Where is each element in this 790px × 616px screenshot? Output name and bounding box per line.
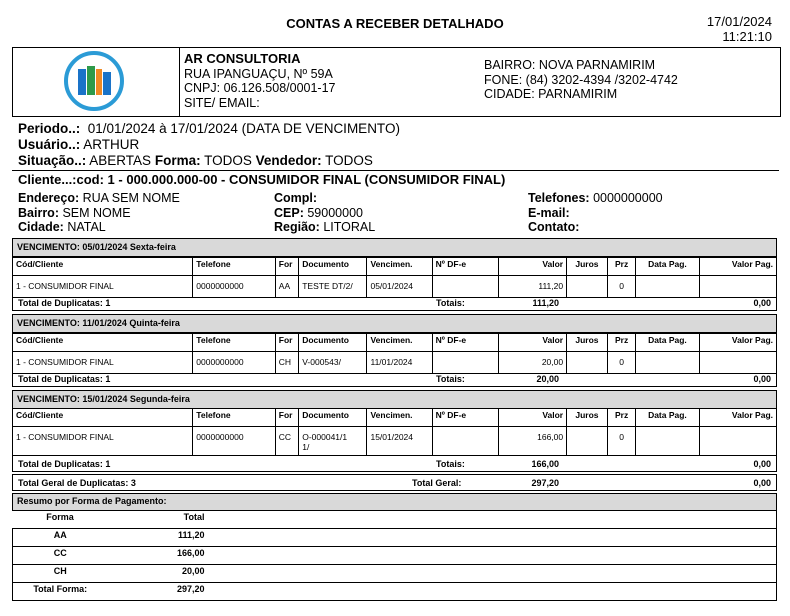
- resumo-row: [13, 547, 777, 565]
- resumo-total-row: [13, 583, 777, 601]
- company-site: SITE/ EMAIL:: [184, 95, 260, 110]
- totais-valor: 111,20: [532, 298, 559, 308]
- cell-prz: 0: [607, 352, 636, 374]
- cell-vencimento: 15/01/2024: [367, 427, 432, 456]
- col-data-pag: Data Pag.: [636, 258, 699, 276]
- col-cliente: Cód/Cliente: [13, 409, 193, 427]
- client-col-3: [528, 191, 663, 235]
- cidade-value: NATAL: [67, 220, 106, 234]
- report-date: 17/01/2024: [706, 14, 772, 29]
- resumo-col-total: Total: [108, 511, 208, 529]
- col-cliente: Cód/Cliente: [13, 334, 193, 352]
- resumo-filler: [208, 511, 777, 529]
- cell-prz: 0: [607, 276, 636, 298]
- resumo-row: [13, 565, 777, 583]
- company-cidade: CIDADE: PARNAMIRIM: [484, 87, 618, 101]
- cell-valor: 20,00: [498, 352, 566, 374]
- grand-total-text: Total Geral:: [412, 478, 462, 488]
- col-valor-pag: Valor Pag.: [699, 409, 776, 427]
- company-fone: FONE: (84) 3202-4394 /3202-4742: [484, 72, 678, 87]
- section-total-row: [12, 456, 777, 472]
- cell-cliente: 1 - CONSUMIDOR FINAL: [13, 427, 193, 456]
- section-total-row: [12, 295, 777, 311]
- forma-value: TODOS: [204, 153, 252, 168]
- resumo-filler: [208, 565, 777, 583]
- client-heading: Cliente...:cod: 1 - 000.000.000-00 - CONSUMIDOR FINAL (CONSUMIDOR FINAL): [18, 172, 506, 187]
- table-header-row: [13, 409, 777, 427]
- col-dfe: Nº DF-e: [432, 409, 498, 427]
- compl-label: Compl:: [274, 191, 318, 205]
- cell-documento: TESTE DT/2/: [299, 276, 367, 298]
- cell-vencimento: 11/01/2024: [367, 352, 432, 374]
- company-bairro: BAIRRO: NOVA PARNAMIRIM: [484, 58, 656, 72]
- cell-documento-line-1: O-000041/1: [302, 432, 348, 442]
- col-documento: Documento: [299, 258, 367, 276]
- total-duplicatas: Total de Duplicatas: 1: [18, 459, 111, 469]
- col-for: For: [275, 409, 298, 427]
- vendedor-label: Vendedor:: [255, 153, 322, 168]
- cell-dfe: [432, 427, 498, 456]
- report-filters: [18, 121, 400, 169]
- totais-pag: 0,00: [753, 374, 771, 384]
- resumo-total-value: 297,20: [108, 583, 208, 601]
- resumo-filler: [208, 547, 777, 565]
- section-heading: VENCIMENTO: 05/01/2024 Sexta-feira: [12, 238, 777, 257]
- duplicatas-table: [12, 333, 777, 374]
- resumo-total: 166,00: [108, 547, 208, 565]
- report-datetime: [707, 14, 772, 44]
- col-prz: Prz: [607, 409, 636, 427]
- periodo-label: Periodo..:: [18, 121, 81, 136]
- bairro-value: SEM NOME: [62, 205, 131, 220]
- totais-label: Totais:: [436, 374, 465, 384]
- client-col-1: [18, 191, 180, 235]
- cell-telefone: 0000000000: [193, 352, 276, 374]
- col-juros: Juros: [567, 409, 608, 427]
- cep-value: 59000000: [307, 205, 363, 220]
- grand-total-label: Total Geral de Duplicatas: 3: [18, 478, 136, 488]
- totais-label: Totais:: [436, 459, 465, 469]
- resumo-forma: AA: [13, 529, 108, 547]
- company-info-2: [484, 58, 678, 102]
- col-dfe: Nº DF-e: [432, 334, 498, 352]
- col-telefone: Telefone: [193, 334, 276, 352]
- col-dfe: Nº DF-e: [432, 258, 498, 276]
- cell-prz: 0: [607, 427, 636, 456]
- cep-label: CEP:: [274, 205, 304, 220]
- company-cnpj: CNPJ: 06.126.508/0001-17: [184, 81, 336, 95]
- company-logo-icon: [63, 50, 125, 112]
- forma-label: Forma:: [154, 153, 201, 168]
- table-row: [13, 427, 777, 456]
- table-header-row: [13, 334, 777, 352]
- resumo-total: 111,20: [108, 529, 208, 547]
- col-valor-pag: Valor Pag.: [699, 334, 776, 352]
- col-valor-pag: Valor Pag.: [699, 258, 776, 276]
- cidade-label: Cidade:: [18, 220, 64, 234]
- regiao-label: Região:: [274, 220, 320, 234]
- telefones-label: Telefones:: [528, 191, 590, 205]
- total-duplicatas: Total de Duplicatas: 1: [18, 298, 111, 308]
- resumo-header-row: [13, 511, 777, 529]
- section-heading: VENCIMENTO: 15/01/2024 Segunda-feira: [12, 390, 777, 409]
- resumo-row: [13, 529, 777, 547]
- resumo-col-forma: Forma: [13, 511, 108, 529]
- col-telefone: Telefone: [193, 258, 276, 276]
- col-valor: Valor: [498, 409, 566, 427]
- client-divider: [12, 170, 779, 171]
- cell-documento: [299, 427, 367, 456]
- col-vencimento: Vencimen.: [367, 258, 432, 276]
- col-telefone: Telefone: [193, 409, 276, 427]
- endereco-label: Endereço:: [18, 191, 80, 205]
- cell-forma: CC: [275, 427, 298, 456]
- resumo-table: [12, 511, 777, 601]
- company-address: RUA IPANGUAÇU, Nº 59A: [184, 66, 333, 81]
- periodo-value: 01/01/2024 à 17/01/2024 (DATA DE VENCIMENTO): [87, 121, 400, 136]
- col-for: For: [275, 258, 298, 276]
- col-cliente: Cód/Cliente: [13, 258, 193, 276]
- cell-forma: CH: [275, 352, 298, 374]
- col-valor: Valor: [498, 258, 566, 276]
- bairro-label: Bairro:: [18, 205, 59, 220]
- regiao-value: LITORAL: [323, 220, 376, 234]
- col-prz: Prz: [607, 258, 636, 276]
- duplicatas-table: [12, 408, 777, 456]
- company-info: [184, 52, 336, 110]
- cell-valor: 111,20: [498, 276, 566, 298]
- resumo-filler: [208, 583, 777, 601]
- resumo-forma: CH: [13, 565, 108, 583]
- endereco-value: RUA SEM NOME: [82, 191, 180, 205]
- report-time: 11:21:10: [722, 29, 772, 44]
- telefones-value: 0000000000: [593, 191, 663, 205]
- cell-data-pag: [636, 427, 699, 456]
- cell-telefone: 0000000000: [193, 276, 276, 298]
- situacao-label: Situação..:: [18, 153, 87, 168]
- totais-valor: 20,00: [536, 374, 559, 384]
- usuario-label: Usuário..:: [18, 137, 81, 152]
- resumo-heading: Resumo por Forma de Pagamento:: [12, 493, 777, 511]
- totais-valor: 166,00: [531, 459, 559, 469]
- col-valor: Valor: [498, 334, 566, 352]
- situacao-value: ABERTAS: [89, 153, 152, 168]
- table-header-row: [13, 258, 777, 276]
- usuario-value: ARTHUR: [83, 137, 140, 152]
- cell-vencimento: 05/01/2024: [367, 276, 432, 298]
- cell-valor-pag: [699, 427, 776, 456]
- report-title: CONTAS A RECEBER DETALHADO: [286, 16, 504, 31]
- cell-forma: AA: [275, 276, 298, 298]
- col-juros: Juros: [567, 334, 608, 352]
- client-col-2: [274, 191, 375, 235]
- totais-label: Totais:: [436, 298, 465, 308]
- total-duplicatas: Total de Duplicatas: 1: [18, 374, 111, 384]
- col-for: For: [275, 334, 298, 352]
- resumo-total-label: Total Forma:: [13, 583, 108, 601]
- grand-total-pag: 0,00: [753, 478, 771, 488]
- vendedor-value: TODOS: [325, 153, 373, 168]
- cell-juros: [567, 427, 608, 456]
- col-juros: Juros: [567, 258, 608, 276]
- grand-total-valor: 297,20: [531, 478, 559, 488]
- company-name: AR CONSULTORIA: [184, 51, 301, 66]
- cell-documento-line-2: 1/: [302, 442, 310, 452]
- resumo-total: 20,00: [108, 565, 208, 583]
- col-documento: Documento: [299, 409, 367, 427]
- duplicatas-table: [12, 257, 777, 298]
- grand-total-row: [12, 474, 777, 491]
- resumo-forma: CC: [13, 547, 108, 565]
- col-data-pag: Data Pag.: [636, 334, 699, 352]
- resumo-filler: [208, 529, 777, 547]
- col-documento: Documento: [299, 334, 367, 352]
- email-label: E-mail:: [528, 205, 570, 220]
- cell-documento: V-000543/: [299, 352, 367, 374]
- col-vencimento: Vencimen.: [367, 334, 432, 352]
- cell-cliente: 1 - CONSUMIDOR FINAL: [13, 276, 193, 298]
- cell-valor: 166,00: [498, 427, 566, 456]
- totais-pag: 0,00: [753, 459, 771, 469]
- section-heading: VENCIMENTO: 11/01/2024 Quinta-feira: [12, 314, 777, 333]
- col-vencimento: Vencimen.: [367, 409, 432, 427]
- totais-pag: 0,00: [753, 298, 771, 308]
- col-prz: Prz: [607, 334, 636, 352]
- section-total-row: [12, 371, 777, 387]
- col-data-pag: Data Pag.: [636, 409, 699, 427]
- cell-telefone: 0000000000: [193, 427, 276, 456]
- contato-label: Contato:: [528, 220, 580, 234]
- cell-cliente: 1 - CONSUMIDOR FINAL: [13, 352, 193, 374]
